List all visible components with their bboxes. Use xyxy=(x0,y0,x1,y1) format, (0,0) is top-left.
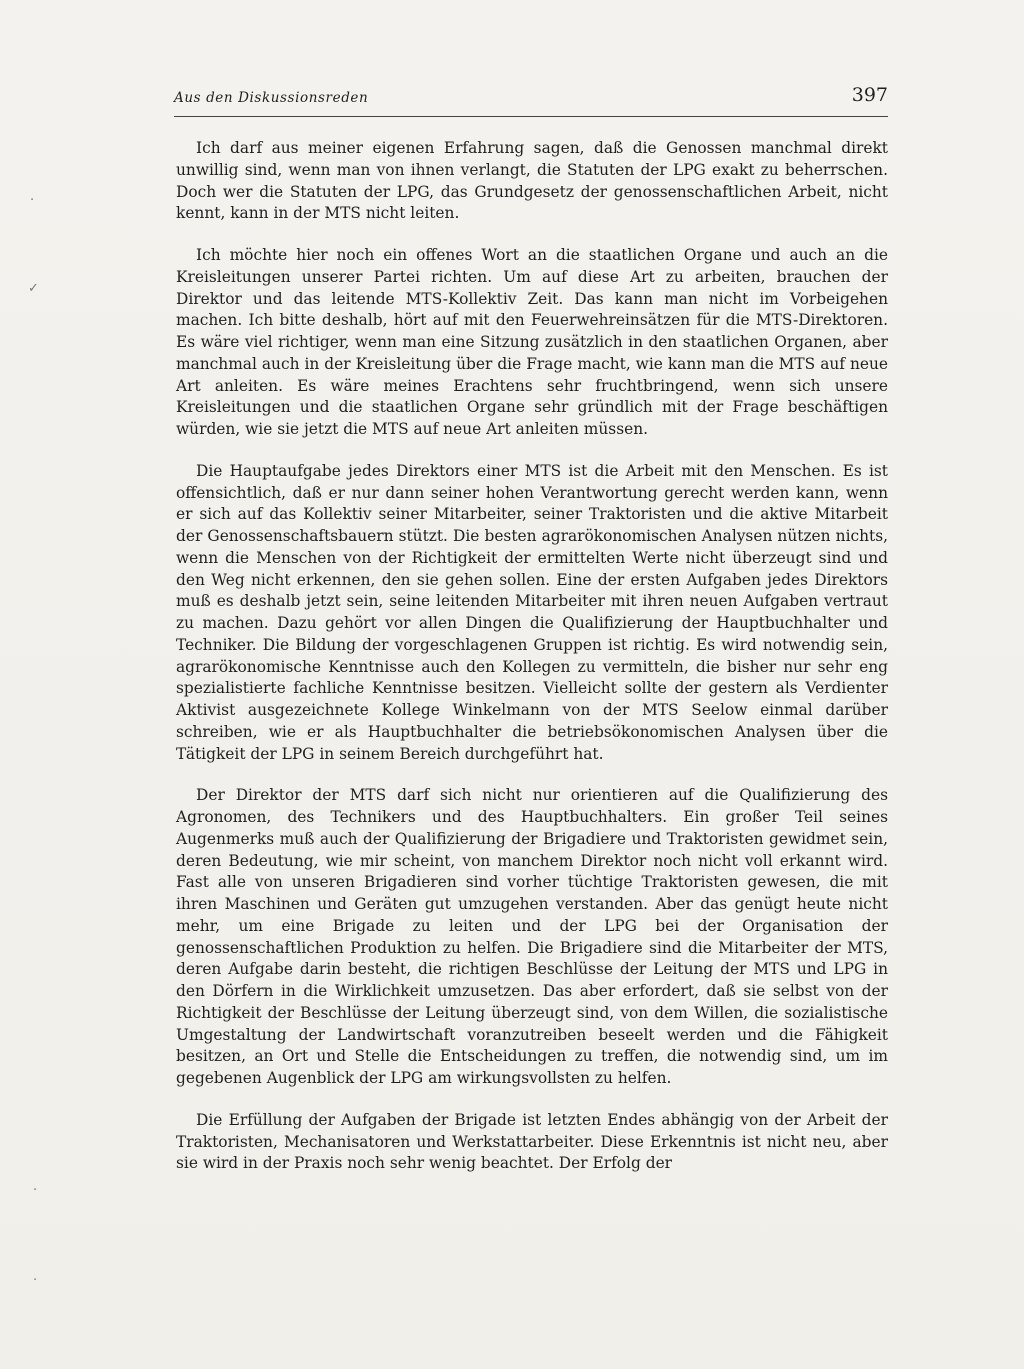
paragraph-5: Die Erfüllung der Aufgaben der Brigade ist letzten Endes abhängig von der Arbeit der Traktoristen, Mechanisatoren und Werkstattarbeiter. Diese Erkenntnis ist nicht neu, aber sie wird in der Praxis noch sehr wenig beachtet. Der Erfolg der xyxy=(176,1110,888,1173)
body-text xyxy=(176,138,888,1195)
margin-mark-icon: · xyxy=(33,1273,38,1288)
page-number: 397 xyxy=(851,84,888,106)
margin-mark-icon: ✓ xyxy=(28,281,39,296)
paragraph-3: Die Hauptaufgabe jedes Direktors einer MTS ist die Arbeit mit den Menschen. Es ist offensichtlich, daß er nur dann seiner hohen Verantwortung gerecht werden kann, wenn er sich auf das Kollektiv seiner Mitarbeiter, seiner Traktoristen und die aktive Mitarbeit der Genossenschaftsbauern stützt. Die besten agrarökonomischen Analysen nützen nichts, wenn die Menschen von der Richtigkeit der ermittelten Werte nicht überzeugt sind und den Weg nicht erkennen, den sie gehen sollen. Eine der ersten Aufgaben jedes Direktors muß es deshalb jetzt sein, seine leitenden Mitarbeiter mit ihren neuen Aufgaben vertraut zu machen. Dazu gehört vor allen Dingen die Qualifizierung der Hauptbuchhalter und Techniker. Die Bildung der vorgeschlagenen Gruppen ist richtig. Es wird notwendig sein, agrarökonomische Kenntnisse auch den Kollegen zu vermitteln, die bisher nur sehr eng spezialistierte fachliche Kenntnisse besitzen. Vielleicht sollte der gestern als Verdienter Aktivist ausgezeichnete Kollege Winkelmann von der MTS Seelow einmal darüber schreiben, wie er als Hauptbuchhalter die betriebsökonomischen Analysen über die Tätigkeit der LPG in seinem Bereich durchgeführt hat. xyxy=(176,461,888,763)
margin-mark-icon: · xyxy=(33,1183,38,1198)
paragraph-1: Ich darf aus meiner eigenen Erfahrung sagen, daß die Genossen manchmal direkt unwillig sind, wenn man von ihnen verlangt, die Statuten der LPG exakt zu beherrschen. Doch wer die Statuten der LPG, das Grundgesetz der genossenschaftlichen Arbeit, nicht kennt, kann in der MTS nicht leiten. xyxy=(176,139,888,223)
page-header xyxy=(174,84,888,117)
running-title: Aus den Diskussionsreden xyxy=(174,90,369,106)
margin-mark-icon: · xyxy=(30,193,35,208)
paragraph-2: Ich möchte hier noch ein offenes Wort an die staatlichen Organe und auch an die Kreisleitungen unserer Partei richten. Um auf diese Art zu arbeiten, brauchen der Direktor und das leitende MTS-Kollektiv Zeit. Das kann man nicht im Vorbeigehen machen. Ich bitte deshalb, hört auf mit den Feuerwehreinsätzen für die MTS-Direktoren. Es wäre viel richtiger, wenn man eine Sitzung zusätzlich in den staatlichen Organen, aber manchmal auch in der Kreisleitung über die Frage macht, wie kann man die MTS auf neue Art anleiten. Es wäre meines Erachtens sehr fruchtbringend, wenn sich unsere Kreisleitungen und die staatlichen Organe sehr gründlich mit der Frage beschäftigen würden, wie sie jetzt die MTS auf neue Art anleiten müssen. xyxy=(176,246,888,438)
paragraph-4: Der Direktor der MTS darf sich nicht nur orientieren auf die Qualifizierung des Agronomen, des Technikers und des Hauptbuchhalters. Ein großer Teil seines Augenmerks muß auch der Qualifizierung der Brigadiere und Traktoristen gewidmet sein, deren Bedeutung, wie mir scheint, von manchem Direktor noch nicht voll erkannt wird. Fast alle von unseren Brigadieren sind vorher tüchtige Traktoristen gewesen, die mit ihren Maschinen und Geräten gut umzugehen verstanden. Aber das genügt heute nicht mehr, um eine Brigade zu leiten und der LPG bei der Organisation der genossenschaftlichen Produktion zu helfen. Die Brigadiere sind die Mitarbeiter der MTS, deren Aufgabe darin besteht, die richtigen Beschlüsse der Leitung der MTS und LPG in den Dörfern in die Wirklichkeit umzusetzen. Das aber erfordert, daß sie selbst von der Richtigkeit der Beschlüsse der Leitung überzeugt sind, von dem Willen, die sozialistische Umgestaltung der Landwirtschaft voranzutreiben beseelt werden und die Fähigkeit besitzen, an Ort und Stelle die Entscheidungen zu treffen, die notwendig sind, um im gegebenen Augenblick der LPG am wirkungsvollsten zu helfen. xyxy=(176,786,888,1087)
